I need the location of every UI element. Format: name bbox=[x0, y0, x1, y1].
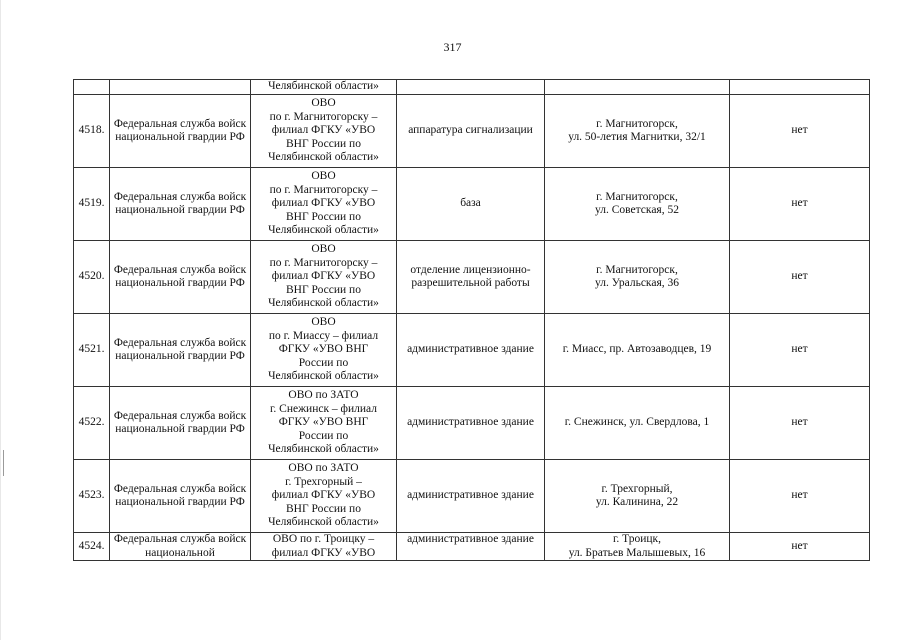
cell-number: 4524. bbox=[74, 533, 110, 561]
cell-address: г. Снежинск, ул. Свердлова, 1 bbox=[545, 387, 730, 460]
table-row bbox=[74, 387, 870, 460]
cell-number bbox=[74, 80, 110, 95]
scan-edge-line bbox=[0, 0, 1, 640]
cell-number: 4521. bbox=[74, 314, 110, 387]
cell-subdivision: ОВО по г. Магнитогорску – филиал ФГКУ «УВО ВНГ России по Челябинской области» bbox=[251, 168, 397, 241]
cell-organization bbox=[110, 80, 251, 95]
cell-organization: Федеральная служба войск национальной гвардии РФ bbox=[110, 460, 251, 533]
cell-address bbox=[545, 80, 730, 95]
cell-organization: Федеральная служба войск национальной гвардии РФ bbox=[110, 95, 251, 168]
cell-address: г. Миасс, пр. Автозаводцев, 19 bbox=[545, 314, 730, 387]
cell-object: база bbox=[397, 168, 545, 241]
cell-flag: нет bbox=[730, 533, 870, 561]
cell-subdivision: Челябинской области» bbox=[251, 80, 397, 95]
cell-object: административное здание bbox=[397, 460, 545, 533]
cell-flag: нет bbox=[730, 95, 870, 168]
table-row bbox=[74, 460, 870, 533]
cell-subdivision: ОВО по ЗАТО г. Снежинск – филиал ФГКУ «УВО ВНГ России по Челябинской области» bbox=[251, 387, 397, 460]
scan-margin-mark bbox=[3, 450, 4, 476]
cell-organization: Федеральная служба войск национальной гвардии РФ bbox=[110, 314, 251, 387]
cell-object: административное здание bbox=[397, 533, 545, 561]
table-row bbox=[74, 533, 870, 561]
cell-flag: нет bbox=[730, 241, 870, 314]
cell-number: 4523. bbox=[74, 460, 110, 533]
cell-address: г. Магнитогорск, ул. Уральская, 36 bbox=[545, 241, 730, 314]
cell-organization: Федеральная служба войск национальной гвардии РФ bbox=[110, 387, 251, 460]
cell-object: аппаратура сигнализации bbox=[397, 95, 545, 168]
cell-address: г. Магнитогорск, ул. Советская, 52 bbox=[545, 168, 730, 241]
cell-object: административное здание bbox=[397, 314, 545, 387]
cell-subdivision: ОВО по ЗАТО г. Трехгорный – филиал ФГКУ «УВО ВНГ России по Челябинской области» bbox=[251, 460, 397, 533]
cell-address: г. Трехгорный, ул. Калинина, 22 bbox=[545, 460, 730, 533]
registry-table bbox=[73, 79, 870, 561]
cell-number: 4518. bbox=[74, 95, 110, 168]
cell-object: административное здание bbox=[397, 387, 545, 460]
table-row bbox=[74, 241, 870, 314]
table-row-continuation bbox=[74, 80, 870, 95]
cell-address: г. Троицк, ул. Братьев Малышевых, 16 bbox=[545, 533, 730, 561]
cell-number: 4522. bbox=[74, 387, 110, 460]
cell-flag: нет bbox=[730, 314, 870, 387]
cell-subdivision: ОВО по г. Магнитогорску – филиал ФГКУ «УВО ВНГ России по Челябинской области» bbox=[251, 241, 397, 314]
cell-object: отделение лицензионно-разрешительной работы bbox=[397, 241, 545, 314]
cell-organization: Федеральная служба войск национальной гвардии РФ bbox=[110, 241, 251, 314]
cell-organization: Федеральная служба войск национальной bbox=[110, 533, 251, 561]
cell-subdivision: ОВО по г. Магнитогорску – филиал ФГКУ «УВО ВНГ России по Челябинской области» bbox=[251, 95, 397, 168]
cell-object bbox=[397, 80, 545, 95]
cell-number: 4519. bbox=[74, 168, 110, 241]
cell-flag: нет bbox=[730, 387, 870, 460]
cell-organization: Федеральная служба войск национальной гвардии РФ bbox=[110, 168, 251, 241]
cell-subdivision: ОВО по г. Троицку – филиал ФГКУ «УВО bbox=[251, 533, 397, 561]
cell-flag: нет bbox=[730, 168, 870, 241]
cell-flag bbox=[730, 80, 870, 95]
table-row bbox=[74, 95, 870, 168]
cell-subdivision: ОВО по г. Миассу – филиал ФГКУ «УВО ВНГ России по Челябинской области» bbox=[251, 314, 397, 387]
table-row bbox=[74, 314, 870, 387]
page-number: 317 bbox=[443, 40, 462, 54]
cell-number: 4520. bbox=[74, 241, 110, 314]
cell-flag: нет bbox=[730, 460, 870, 533]
table-row bbox=[74, 168, 870, 241]
cell-address: г. Магнитогорск, ул. 50-летия Магнитки, 32/1 bbox=[545, 95, 730, 168]
